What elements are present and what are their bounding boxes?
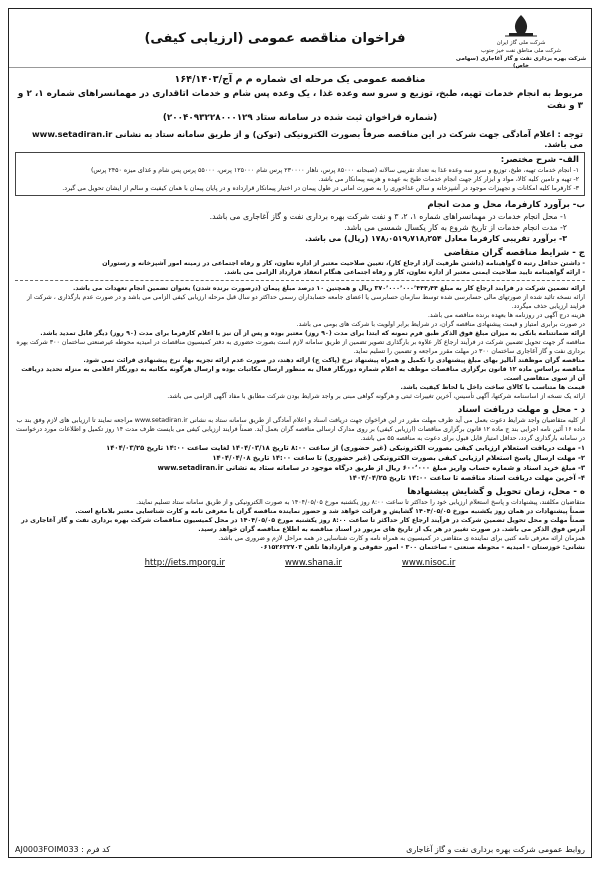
company-logo-block (451, 9, 591, 70)
company-name-3: شرکت بهره برداری نفت و گاز آغاجاری (سهامی خاص) (455, 56, 587, 69)
footer-pr: روابط عمومی شرکت بهره برداری نفت و گاز آغاجاری (406, 845, 585, 854)
tender-setad-number: (شماره فراخوان ثبت شده در سامانه ستاد ۲۰۰۴۰۹۳۲۲۸۰۰۰۱۲۹) (162, 113, 438, 123)
section-he (15, 487, 585, 552)
page-title: فراخوان مناقصه عمومی (ارزیابی کیفی) (144, 31, 406, 46)
section-dal (15, 405, 585, 483)
section-jim-item: ارائه تضمین شرکت در فرایند ارجاع کار به مبلغ ۳۷۰٬۰۰۰٬۰۰۰٬۴۴۴٫۴۴ ریال و همچنین ۱۰ درصد مبلغ پیمان (درصورت برنده شدن) بعنوان تضمین انجام تعهدات می باشد. (73, 285, 585, 292)
notice-text: توجه : اعلام آمادگی جهت شرکت در این مناقصه صرفاً بصورت الکترونیکی (توکن) و از طریق سامانه ستاد به نشانی www.setadiran.ir می باشد. (31, 129, 583, 149)
section-jim-item: در صورت برابری امتیاز و قیمت پیشنهادی مناقصه گران، در شرایط برابر اولویت با شرکت های بومی می باشد. (296, 321, 585, 328)
section-jim-item: مناقصه گر جهت تحویل تضمین شرکت در فرآیند ارجاع کار علاوه بر بارگذاری تصویر تضمین از طریق سامانه لازم است بصورت حضوری به دفتر کمیسیون مناقصات در امیدیه محوطه غیرصنعتی ساختمان ۳۰۰ شرکت بهره برداری نفت و گاز آغاجاری ساختمان ۳۰۰ در مهلت مقرر مراجعه و تضمین را تسلیم نماید. (16, 339, 585, 355)
section-jim-item: ارائه یک نسخه از اساسنامه شرکتها، آگهی تأسیس، آخرین تغییرات ثبتی و هرگونه گواهی مبنی بر واجد شرایط بودن شرکت مطابق با مفاد آگهی الزامی می باشد. (167, 393, 585, 400)
footer-code-label: کد فرم : (81, 845, 111, 854)
section-jim-item: ارائه نسخه تائید شده از صورتهای مالی حسابرسی شده توسط سازمان حسابرسی یا اعضای جامعه حسابداران رسمی حداکثر دو سال قبل مرحله ارزیابی کیفی الزامی می باشد و در صورت عدم بارگذاری ، شرکت از فرایند ارزیابی حذف میگردد. (27, 294, 585, 310)
section-dal-item: ۲- مهلت ارسال پاسخ استعلام ارزیابی کیفی بصورت الکترونیکی (غیر حضوری) تا ساعت ۱۴:۰۰ تاریخ ۱۴۰۴/۰۴/۰۸ (212, 454, 585, 462)
oil-company-logo-icon (501, 13, 541, 39)
section-jim-title: ج - شرایط مناقصه گران متقاضی (443, 248, 585, 258)
section-jim (15, 248, 585, 401)
footer-code: AJ0003FOIM033 (15, 845, 79, 854)
tender-number: مناقصه عمومی یک مرحله ای شماره م م آج/۱۶۴/۱۴۰۳ (174, 74, 426, 85)
section-alef-item: ۱- انجام خدمات تهیه، طبخ، توزیع و سرو سه وعده غذا به تعداد تقریبی سالانه (صبحانه ۸۵۰۰۰ پرس، ناهار ۲۳۰۰۰۰ پرس شام ۱۲۵۰۰۰ پرس، ۵۵۰۰۰ پرس پس شام و غذای میزه ۲۴۵۰ پرس) (90, 167, 579, 174)
section-he-paragraph: همزمان ارائه معرفی نامه کتبی برای نماینده ی متقاضی در کمیسیون به همراه نامه و کارت شناسایی در همه مراحل لازم و ضروری می باشد. (218, 535, 585, 542)
section-jim-item: - ارائه گواهینامه تایید صلاحیت ایمنی معتبر از اداره تعاون، کار و رفاه اجتماعی هنگام انعقاد قرارداد الزامی می باشد. (224, 269, 585, 276)
section-be-item: ۳- برآورد تقریبی کارفرما معادل ۱۷۸٫۰۵۱۹٫۷۱۸٫۲۵۴ (ریال) می باشد. (304, 234, 567, 243)
tender-subject: مربوط به انجام خدمات تهیه، طبخ، توزیع و سرو سه وعده غذا ، یک وعده پس شام و خدمات اتاقداری در مهمانسراهای شماره ۱، ۲ و ۳ و نفت (17, 89, 583, 111)
section-he-title: ه - محل، زمان تحویل و گشایش پیشنهادها (407, 487, 585, 497)
section-he-paragraph: ضمناً پیشنهادات در همان روز یکشنبه مورخ ۱۴۰۴/۰۵/۰۵ گشایش و قرائت خواهد شد و حضور نماینده مناقصه گران با معرفی نامه و کارت شناسایی معتبر بلامانع است. (75, 508, 585, 515)
footer (15, 845, 585, 854)
company-name-2: شرکت ملی مناطق نفت خیز جنوب (481, 48, 561, 54)
section-alef (15, 152, 585, 196)
links-row (9, 558, 591, 568)
section-jim-item: ارائه ضمانتنامه بانکی به میزان مبلغ فوق الذکر طبق فرم نمونه که ابتدا برای مدت (۹۰ روز) معتبر بوده و پس از آن نیز با اعلام کارفرما برای مدت (۹۰ روز) دیگر قابل تمدید باشد. (40, 330, 585, 337)
section-dal-item: ۳- مبلغ خرید اسناد و شماره حساب واریز مبلغ ۶۰۰٬۰۰۰ ریال از طریق درگاه موجود در سامانه ستاد به نشانی www.setadiran.ir (157, 464, 585, 472)
footer-code-block (15, 845, 110, 854)
section-dal-paragraph: از کلیه متقاضیان واجد شرایط دعوت بعمل می آید ظرف مهلت مقرر در این فراخوان جهت دریافت اسناد و اعلام آمادگی از طریق سامانه ستاد به نشانی www.setadiran.ir مراجعه نمایند تا ارزیابی های لازم وفق بند ب ماده ۱۶ آئین نامه اجرایی بند ج ماده ۱۲ قانون برگزاری مناقصات (ارزیابی کیفی) بر روی مدارک ارسالی مناقصه گران بعمل آید. ضمناً فرایند ارزیابی کیفی می بایست ظرف مدت ۱۴ روز تکمیل و اطلاعات مورد درخواست در سامانه بارگذاری گردد، حداقل امتیاز قابل قبول برای دعوت به مناقصه ۵۵ می باشد. (15, 417, 585, 442)
section-jim-item: - داشتن حداقل رتبه ۵ گواهینامه (داشتن ظرفیت آزاد ارجاع کار)، تعیین صلاحیت معتبر از اداره تعاون، کار و رفاه اجتماعی در زمینه امور آشپزخانه و رستوران (102, 260, 585, 267)
section-alef-item: ۲- تهیه و تامین کلیه کالا، مواد و ابزار کار جهت انجام خدمات طبخ به عهده و هزینه پیمانکار می باشد. (318, 176, 579, 183)
link-iets[interactable]: http://iets.mporg.ir (144, 558, 225, 568)
section-be-item: ۲- مدت انجام خدمات از تاریخ شروع به کار یکسال شمسی می باشد. (344, 223, 567, 232)
section-dal-title: د - محل و مهلت دریافت اسناد (457, 405, 585, 415)
section-dal-item: ۴- آخرین مهلت دریافت اسناد مناقصه تا ساعت ۱۴:۰۰ تاریخ ۱۴۰۴/۰۴/۲۵ (348, 474, 585, 482)
section-be-item: ۱- محل انجام خدمات در مهمانسراهای شماره ۱، ۲، ۳ و نفت شرکت بهره برداری نفت و گاز آغاجاری می باشد. (209, 212, 567, 221)
link-shana[interactable]: www.shana.ir (284, 558, 342, 568)
section-be (15, 200, 585, 244)
section-be-title: ب- برآورد کارفرما، محل و مدت انجام (427, 200, 585, 210)
company-name: شرکت ملی گاز ایران (496, 40, 546, 46)
section-jim-item: مناقصه گران موظفند آنالیز بهای مبلغ پیشنهادی را تکمیل و همراه پیشنهاد نرخ (پاکت ج) ارائه دهند، در صورت عدم ارائه تجزیه بها، نرخ پیشنهادی قرائت نمی شود. (83, 357, 585, 364)
tender-notice-page (8, 8, 592, 858)
section-jim-item: هزینه درج آگهی در روزنامه ها بعهده برنده مناقصه می باشد. (427, 312, 585, 319)
section-jim-item: قیمت ها متناسب با کالای ساخت داخل با لحاظ کیفیت باشد. (400, 384, 585, 391)
section-alef-title: الف- شرح مختصر: (500, 155, 579, 165)
header (9, 9, 591, 68)
section-jim-item: مناقصه براساس ماده ۱۲ قانون برگزاری مناقصات موظف به اعلام شماره دورنگار فعال به منظور ارسال مکاتبات بوده و ارسال هرگونه مکاتبه به دورنگار اعلامی به منزله تحدید دریافت آن از سوی متقاضی است. (21, 366, 585, 382)
section-he-paragraph: متقاضیان مکلفند، پیشنهادات و پاسخ استعلام ارزیابی خود را حداکثر تا ساعت ۸:۰۰ روز یکشنبه مورخ ۱۴۰۴/۰۵/۰۵ به صورت الکترونیکی و از طریق سامانه ستاد تسلیم نمایند. (136, 499, 585, 506)
section-alef-item: ۳- کارفرما کلیه امکانات و تجهیزات موجود در آشپزخانه و سالن غذاخوری را به صورت امانی در طول پیمان در اختیار پیمانکار قرارداده و در پایان پیمان با همان کیفیت و سالم از ایشان تحویل می گیرد. (62, 185, 579, 192)
section-dal-item: ۱- مهلت دریافت استعلام ارزیابی کیفی بصورت الکترونیکی (غیر حضوری) از ساعت ۸:۰۰ تاریخ ۱۴۰۴/۰۳/۱۸ لغایت ساعت ۱۴:۰۰ تاریخ ۱۴۰۴/۰۳/۲۵ (106, 444, 585, 452)
contact-address: نشانی: خوزستان - امیدیه - محوطه صنعتی - ساختمان ۳۰۰ - امور حقوقی و قراردادها تلفن ۰۶۱۵۲۶۲۲۷۰۳ (259, 544, 585, 551)
section-he-paragraph: ضمناً مهلت و محل تحویل تضمین شرکت در فرآیند ارجاع کار حداکثر تا ساعت ۸:۰۰ روز یکشنبه مورخ ۱۴۰۴/۰۵/۰۵ در محل کمیسیون مناقصات شرکت بهره برداری نفت و گاز آغاجاری در آدرس فوق الذکر می باشد. در صورت تغییر در هر یک از تاریخ های مزبور در اسناد مناقصه به اطلاع مناقصه گران خواهد رسید. (21, 517, 585, 533)
link-nisoc[interactable]: www.nisoc.ir (401, 558, 456, 568)
